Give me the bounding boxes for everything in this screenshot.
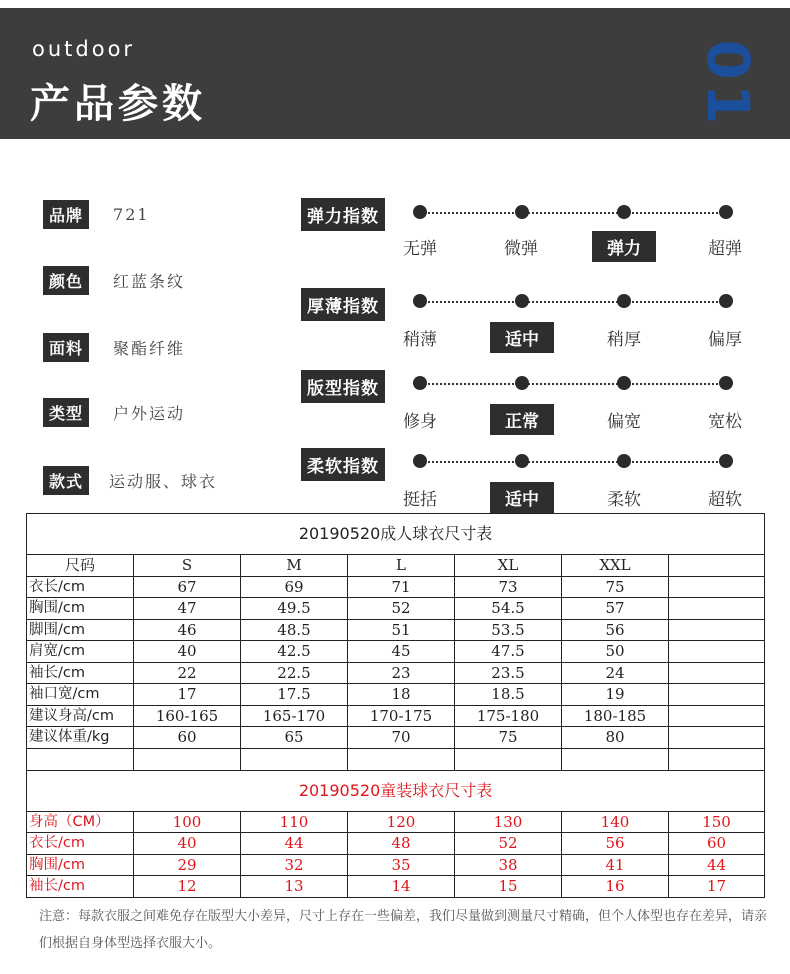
fit-option: 修身 <box>403 412 437 432</box>
empty-row <box>27 748 765 770</box>
table-cell <box>669 684 765 706</box>
table-cell: 110 <box>241 811 348 833</box>
table-cell: 75 <box>562 576 669 598</box>
attribute-fabric <box>43 333 185 362</box>
table-row <box>27 727 765 749</box>
scale-line <box>420 383 726 385</box>
thickness-option: 偏厚 <box>708 330 742 350</box>
header-subtitle: outdoor <box>32 37 136 61</box>
table-cell: 140 <box>562 811 669 833</box>
table-header-cell: L <box>348 555 455 577</box>
table-row <box>27 854 765 876</box>
row-label: 建议体重/kg <box>27 727 134 749</box>
table-cell: 180-185 <box>562 705 669 727</box>
table-cell: 160-165 <box>134 705 241 727</box>
table-cell <box>669 705 765 727</box>
thickness-option: 稍厚 <box>607 330 641 350</box>
table-cell: 16 <box>562 876 669 898</box>
elasticity-option: 超弹 <box>708 239 742 259</box>
table-cell: 165-170 <box>241 705 348 727</box>
table-cell: 13 <box>241 876 348 898</box>
table-cell: 100 <box>134 811 241 833</box>
table-cell: 22 <box>134 662 241 684</box>
attribute-label: 面料 <box>43 333 89 362</box>
fit-index-label: 版型指数 <box>301 370 385 403</box>
table-cell <box>669 576 765 598</box>
row-label: 衣长/cm <box>27 833 134 855</box>
row-label: 袖口宽/cm <box>27 684 134 706</box>
table-cell: 170-175 <box>348 705 455 727</box>
table-cell: 53.5 <box>455 619 562 641</box>
table-cell <box>669 598 765 620</box>
attribute-value: 户外运动 <box>113 404 186 423</box>
table-cell: 40 <box>134 833 241 855</box>
table-cell: 22.5 <box>241 662 348 684</box>
elasticity-index-scale <box>420 205 726 221</box>
table-cell: 52 <box>348 598 455 620</box>
fit-option-selected: 正常 <box>490 404 554 435</box>
section-number: 01 <box>694 39 762 129</box>
table-cell: 17.5 <box>241 684 348 706</box>
table-cell: 46 <box>134 619 241 641</box>
table-cell: 52 <box>455 833 562 855</box>
attribute-type <box>43 398 185 427</box>
scale-dot <box>617 454 631 468</box>
row-label: 肩宽/cm <box>27 641 134 663</box>
row-label: 建议身高/cm <box>27 705 134 727</box>
table-cell: 44 <box>669 854 765 876</box>
table-row <box>27 662 765 684</box>
table-cell: 48.5 <box>241 619 348 641</box>
table-cell: 44 <box>241 833 348 855</box>
row-label: 身高（CM） <box>27 811 134 833</box>
table-cell: 32 <box>241 854 348 876</box>
table-cell <box>669 727 765 749</box>
row-label: 袖长/cm <box>27 662 134 684</box>
table-cell: 48 <box>348 833 455 855</box>
table-cell: 40 <box>134 641 241 663</box>
scale-dot <box>719 205 733 219</box>
table-cell: 38 <box>455 854 562 876</box>
table-cell: 42.5 <box>241 641 348 663</box>
table-row <box>27 811 765 833</box>
table-cell: 35 <box>348 854 455 876</box>
table-cell: 47.5 <box>455 641 562 663</box>
table-cell: 57 <box>562 598 669 620</box>
elasticity-option-selected: 弹力 <box>592 231 656 262</box>
row-label: 胸围/cm <box>27 854 134 876</box>
scale-dot <box>413 376 427 390</box>
scale-dot <box>515 376 529 390</box>
scale-dot <box>719 294 733 308</box>
scale-dot <box>413 205 427 219</box>
table-cell: 71 <box>348 576 455 598</box>
attribute-value: 721 <box>113 205 150 224</box>
softness-index-label: 柔软指数 <box>301 448 385 481</box>
table-cell: 12 <box>134 876 241 898</box>
thickness-index-label: 厚薄指数 <box>301 288 385 321</box>
adult-table-header <box>27 555 765 577</box>
table-cell: 24 <box>562 662 669 684</box>
table-cell: 60 <box>134 727 241 749</box>
thickness-index-scale <box>420 294 726 310</box>
thickness-option-selected: 适中 <box>490 322 554 353</box>
table-cell: 14 <box>348 876 455 898</box>
table-row <box>27 876 765 898</box>
table-cell: 56 <box>562 619 669 641</box>
table-cell: 70 <box>348 727 455 749</box>
table-cell: 23 <box>348 662 455 684</box>
table-cell: 54.5 <box>455 598 562 620</box>
attribute-label: 款式 <box>43 466 89 495</box>
row-label: 衣长/cm <box>27 576 134 598</box>
table-cell: 19 <box>562 684 669 706</box>
table-cell: 49.5 <box>241 598 348 620</box>
table-cell: 150 <box>669 811 765 833</box>
attribute-value: 红蓝条纹 <box>113 272 186 291</box>
table-cell: 45 <box>348 641 455 663</box>
page-title: 产品参数 <box>30 81 206 127</box>
table-cell: 120 <box>348 811 455 833</box>
size-chart-table <box>26 513 765 898</box>
attribute-label: 类型 <box>43 398 89 427</box>
elasticity-option: 微弹 <box>504 239 538 259</box>
elasticity-option: 无弹 <box>403 239 437 259</box>
table-cell: 175-180 <box>455 705 562 727</box>
table-row <box>27 684 765 706</box>
scale-dot <box>515 454 529 468</box>
scale-line <box>420 301 726 303</box>
header-banner <box>0 8 790 139</box>
table-cell: 18 <box>348 684 455 706</box>
attribute-value: 聚酯纤维 <box>113 339 186 358</box>
table-cell: 130 <box>455 811 562 833</box>
kids-table-title: 20190520童装球衣尺寸表 <box>27 770 765 811</box>
softness-option: 柔软 <box>607 490 641 510</box>
table-cell: 17 <box>669 876 765 898</box>
scale-line <box>420 212 726 214</box>
table-row <box>27 576 765 598</box>
table-cell <box>669 662 765 684</box>
table-cell: 15 <box>455 876 562 898</box>
row-label: 脚围/cm <box>27 619 134 641</box>
attribute-style <box>43 466 217 495</box>
attribute-brand <box>43 200 150 229</box>
table-cell <box>669 641 765 663</box>
table-row <box>27 833 765 855</box>
table-cell: 60 <box>669 833 765 855</box>
scale-dot <box>617 205 631 219</box>
scale-dot <box>617 294 631 308</box>
table-header-cell: XL <box>455 555 562 577</box>
softness-index-scale <box>420 454 726 470</box>
table-cell: 29 <box>134 854 241 876</box>
table-cell: 51 <box>348 619 455 641</box>
table-row <box>27 705 765 727</box>
size-note: 注意：每款衣服之间难免存在版型大小差异，尺寸上存在一些偏差，我们尽量做到测量尺寸精确，但个人体型也存在差异，请亲们根据自身体型选择衣服大小。 <box>39 909 768 951</box>
scale-line <box>420 461 726 463</box>
table-row <box>27 598 765 620</box>
table-cell <box>669 619 765 641</box>
scale-dot <box>515 294 529 308</box>
table-header-cell: S <box>134 555 241 577</box>
scale-dot <box>413 294 427 308</box>
attribute-value: 运动服、球衣 <box>109 472 218 491</box>
softness-option-selected: 适中 <box>490 482 554 513</box>
softness-option: 挺括 <box>403 490 437 510</box>
softness-option: 超软 <box>708 490 742 510</box>
table-header-cell: XXL <box>562 555 669 577</box>
adult-table-title: 20190520成人球衣尺寸表 <box>27 514 765 555</box>
attribute-label: 品牌 <box>43 200 89 229</box>
row-label: 袖长/cm <box>27 876 134 898</box>
table-cell: 23.5 <box>455 662 562 684</box>
thickness-option: 稍薄 <box>403 330 437 350</box>
elasticity-index-label: 弹力指数 <box>301 198 385 231</box>
table-cell: 17 <box>134 684 241 706</box>
table-cell: 67 <box>134 576 241 598</box>
attribute-label: 颜色 <box>43 266 89 295</box>
row-label: 胸围/cm <box>27 598 134 620</box>
scale-dot <box>413 454 427 468</box>
scale-dot <box>515 205 529 219</box>
attribute-color <box>43 266 185 295</box>
table-header-cell: 尺码 <box>27 555 134 577</box>
table-cell: 80 <box>562 727 669 749</box>
fit-option: 偏宽 <box>607 412 641 432</box>
fit-index-scale <box>420 376 726 392</box>
table-cell: 50 <box>562 641 669 663</box>
scale-dot <box>617 376 631 390</box>
table-cell: 18.5 <box>455 684 562 706</box>
table-cell: 65 <box>241 727 348 749</box>
table-cell: 47 <box>134 598 241 620</box>
table-row <box>27 641 765 663</box>
table-cell: 41 <box>562 854 669 876</box>
scale-dot <box>719 454 733 468</box>
table-cell: 69 <box>241 576 348 598</box>
table-header-cell <box>669 555 765 577</box>
fit-option: 宽松 <box>708 412 742 432</box>
table-cell: 73 <box>455 576 562 598</box>
table-cell: 56 <box>562 833 669 855</box>
table-cell: 75 <box>455 727 562 749</box>
table-header-cell: M <box>241 555 348 577</box>
table-row <box>27 619 765 641</box>
scale-dot <box>719 376 733 390</box>
